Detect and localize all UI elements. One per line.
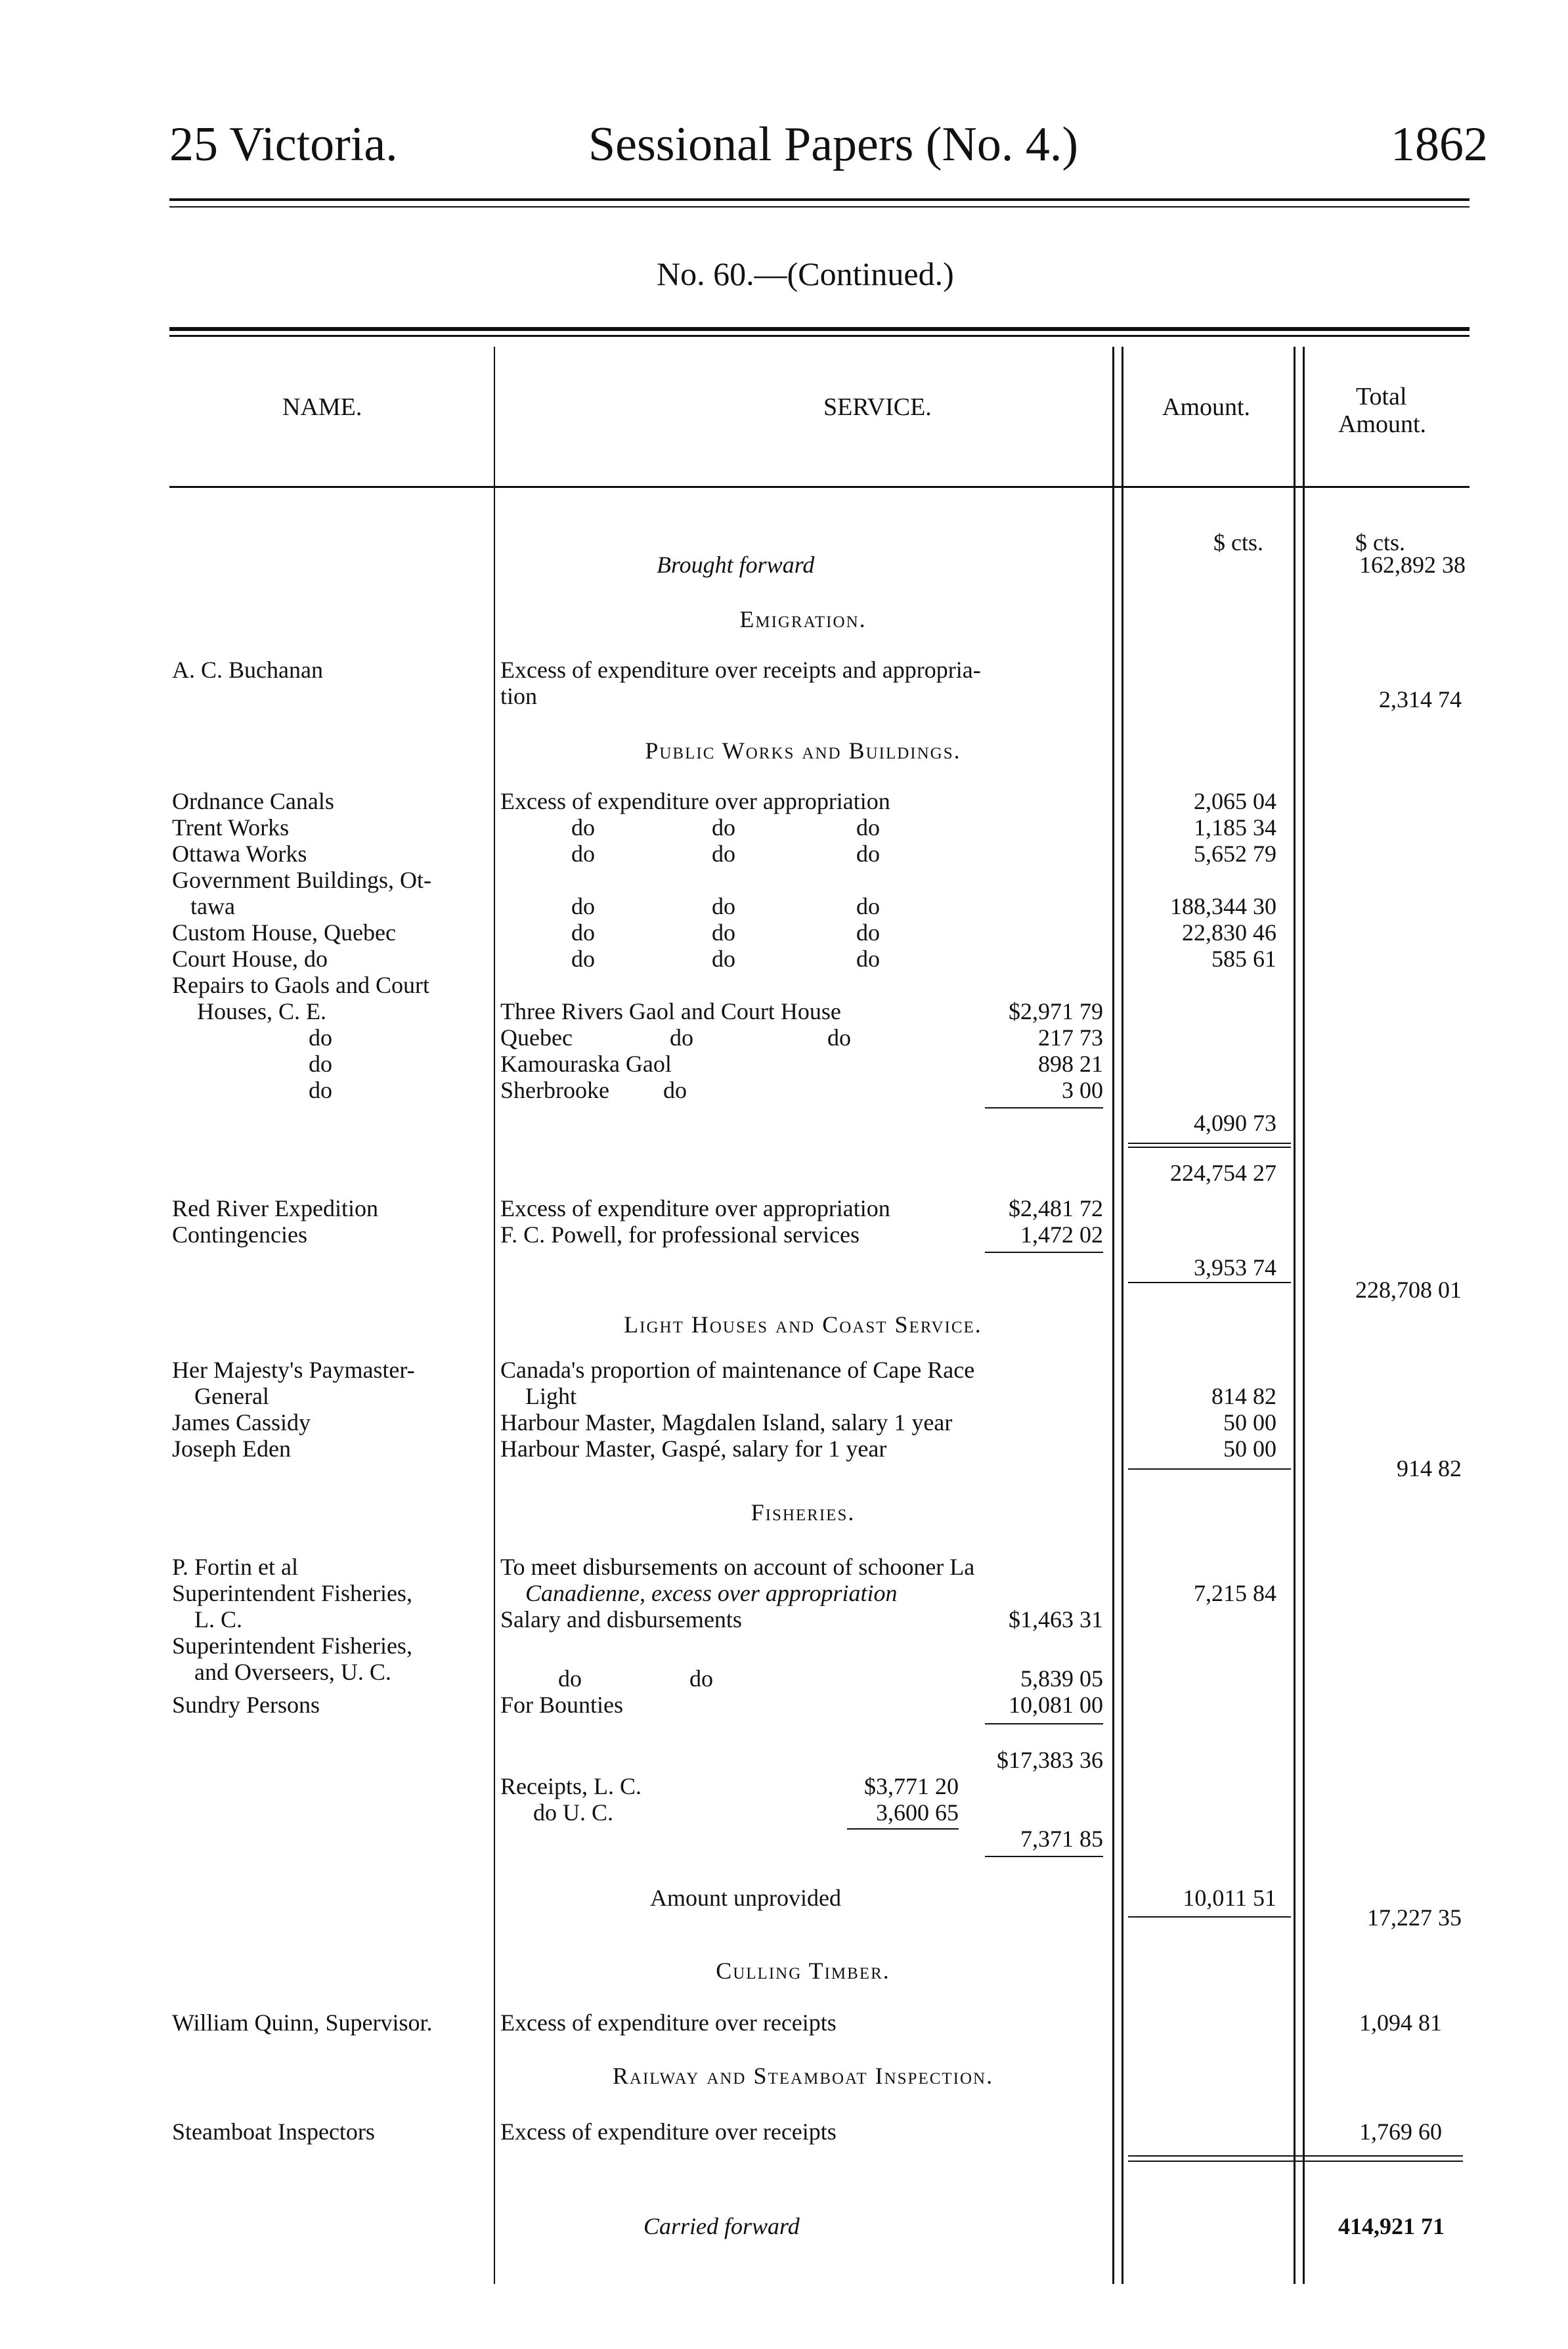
pw-name-trent: Trent Works <box>172 814 290 841</box>
lh-service-1b: Light <box>525 1383 577 1409</box>
pw-ditto-gov-2: do <box>712 893 735 919</box>
gaol-sub-sherbrooke: 3 00 <box>1062 1077 1103 1103</box>
fish-total: 17,227 35 <box>1367 1904 1462 1931</box>
lh-name-1a: Her Majesty's Paymaster- <box>172 1357 415 1383</box>
gaol-name-ditto-1: do <box>309 1024 332 1051</box>
gaols-total: 4,090 73 <box>1194 1110 1276 1136</box>
fish-service-1b: Canadienne, excess over appropriation <box>525 1580 898 1606</box>
lh-sum-rule <box>1128 1468 1291 1470</box>
carried-forward-total: 414,921 71 <box>1338 2213 1445 2239</box>
fish-sub-3: 5,839 05 <box>1020 1665 1103 1692</box>
fish-unprovided-rule <box>1128 1916 1291 1918</box>
railway-total: 1,769 60 <box>1359 2118 1442 2145</box>
section-heading-fisheries: Fisheries. <box>751 1499 856 1526</box>
pw-ditto-court-2: do <box>712 946 735 972</box>
column-header-total-1: Total <box>1356 383 1407 410</box>
table-rule-top <box>169 327 1470 331</box>
gaol-sub-three-rivers: $2,971 79 <box>1009 998 1103 1024</box>
pw-ditto-custom-2: do <box>712 919 735 946</box>
culling-name: William Quinn, Supervisor. <box>172 2009 433 2036</box>
column-header-name: NAME. <box>282 393 362 421</box>
fish-sub-4: 10,081 00 <box>1009 1692 1103 1718</box>
rr-sub-2: 1,472 02 <box>1020 1221 1103 1248</box>
section-heading-railway: Railway and Steamboat Inspection. <box>612 2063 994 2089</box>
column-rule-service-1 <box>1112 347 1114 2284</box>
total-units: $ cts. <box>1355 529 1405 556</box>
rr-service-2: F. C. Powell, for professional services <box>500 1221 860 1248</box>
fish-service-3: do <box>558 1665 582 1692</box>
fish-sub-rule <box>985 1723 1103 1724</box>
fish-receipts-val-2: 3,600 65 <box>876 1799 959 1826</box>
fish-receipts-val-1: $3,771 20 <box>864 1773 959 1799</box>
fish-sub-2: $1,463 31 <box>1009 1606 1103 1633</box>
column-header-total-2: Amount. <box>1338 410 1427 438</box>
column-header-amount: Amount. <box>1162 393 1251 421</box>
carried-forward-label: Carried forward <box>643 2213 800 2239</box>
pw-service-custom-house: do <box>571 919 595 946</box>
section-heading-light-houses: Light Houses and Coast Service. <box>624 1311 982 1338</box>
pw-amount-ordnance: 2,065 04 <box>1194 788 1276 814</box>
fish-name-4: Sundry Persons <box>172 1692 320 1718</box>
header-right: 1862 <box>1391 118 1488 171</box>
rr-sum-rule <box>985 1252 1103 1253</box>
fish-receipts-rule <box>847 1828 959 1830</box>
lh-service-1a: Canada's proportion of maintenance of Cape Race <box>500 1357 975 1383</box>
section-heading-public-works: Public Works and Buildings. <box>645 737 961 764</box>
header-center: Sessional Papers (No. 4.) <box>588 118 1079 171</box>
lh-amount-3: 50 00 <box>1223 1436 1276 1462</box>
rr-service-1: Excess of expenditure over appropriation <box>500 1195 890 1221</box>
fish-name-2a: Superintendent Fisheries, <box>172 1580 412 1606</box>
gaols-sum-rule <box>985 1107 1103 1109</box>
pw-service-trent: do <box>571 814 595 841</box>
header-rule-top <box>169 198 1470 201</box>
lh-service-3: Harbour Master, Gaspé, salary for 1 year <box>500 1436 887 1462</box>
column-rule-amount-2 <box>1303 347 1305 2284</box>
fish-receipts-total: 7,371 85 <box>1020 1826 1103 1852</box>
rr-name-1: Red River Expedition <box>172 1195 378 1221</box>
pw-name-repairs-1: Repairs to Gaols and Court <box>172 972 429 998</box>
rr-sub-1: $2,481 72 <box>1009 1195 1103 1221</box>
emigration-name: A. C. Buchanan <box>172 657 323 683</box>
gaol-service-kamouraska: Kamouraska Gaol <box>500 1051 672 1077</box>
pw-section-total: 224,754 27 <box>1170 1160 1276 1186</box>
amount-units: $ cts. <box>1213 529 1263 556</box>
rr-amount-rule <box>1128 1282 1291 1283</box>
pw-amount-gov: 188,344 30 <box>1170 893 1276 919</box>
pw-ditto-ottawa-3: do <box>856 841 880 867</box>
table-rule-top-2 <box>169 335 1470 337</box>
pw-name-gov-2: tawa <box>190 893 235 919</box>
section-heading-emigration: Emigration. <box>739 606 867 632</box>
lh-name-2: James Cassidy <box>172 1409 311 1436</box>
pw-amount-custom-house: 22,830 46 <box>1182 919 1276 946</box>
pw-ditto-court-3: do <box>856 946 880 972</box>
fish-unprovided-amount: 10,011 51 <box>1183 1885 1276 1911</box>
lh-name-3: Joseph Eden <box>172 1436 291 1462</box>
pw-name-custom-house: Custom House, Quebec <box>172 919 396 946</box>
pw-name-repairs-2: Houses, C. E. <box>197 998 326 1024</box>
rr-amount: 3,953 74 <box>1194 1254 1276 1281</box>
pw-sum-rule-1 <box>1128 1143 1291 1144</box>
lh-amount-2: 50 00 <box>1223 1409 1276 1436</box>
fish-service-1a: To meet disbursements on account of schooner La <box>500 1554 975 1580</box>
pw-service-court-house: do <box>571 946 595 972</box>
gaol-ditto-sherbrooke: do <box>663 1077 687 1103</box>
pw-service-ottawa-works: do <box>571 841 595 867</box>
pw-amount-trent: 1,185 34 <box>1194 814 1276 841</box>
fish-name-1: P. Fortin et al <box>172 1554 299 1580</box>
fish-service-2: Salary and disbursements <box>500 1606 742 1633</box>
doc-title: No. 60.—(Continued.) <box>657 255 954 292</box>
culling-service: Excess of expenditure over receipts <box>500 2009 837 2036</box>
pw-ditto-gov-3: do <box>856 893 880 919</box>
column-header-rule <box>169 486 1470 488</box>
railway-service: Excess of expenditure over receipts <box>500 2118 837 2145</box>
column-header-service: SERVICE. <box>823 393 932 421</box>
emigration-service-2: tion <box>500 683 538 709</box>
emigration-total: 2,314 74 <box>1379 686 1462 713</box>
pw-name-gov-1: Government Buildings, Ot- <box>172 867 431 893</box>
pw-name-ordnance: Ordnance Canals <box>172 788 334 814</box>
brought-forward-label: Brought forward <box>657 552 815 578</box>
pw-ditto-custom-3: do <box>856 919 880 946</box>
gaol-name-ditto-3: do <box>309 1077 332 1103</box>
culling-total: 1,094 81 <box>1359 2009 1442 2036</box>
rr-total: 228,708 01 <box>1355 1277 1462 1303</box>
fish-subtotal: $17,383 36 <box>997 1747 1103 1773</box>
pw-amount-ottawa-works: 5,652 79 <box>1194 841 1276 867</box>
gaol-name-ditto-2: do <box>309 1051 332 1077</box>
brought-forward-total: 162,892 38 <box>1359 552 1466 578</box>
fish-receipts-label-1: Receipts, L. C. <box>500 1773 642 1799</box>
pw-service-ordnance: Excess of expenditure over appropriation <box>500 788 890 814</box>
fish-ditto-3b: do <box>689 1665 713 1692</box>
section-heading-culling: Culling Timber. <box>716 1958 890 1984</box>
column-rule-amount-1 <box>1294 347 1296 2284</box>
railway-name: Steamboat Inspectors <box>172 2118 375 2145</box>
fish-receipts-label-2: do U. C. <box>533 1799 614 1826</box>
gaol-ditto-quebec-3: do <box>827 1024 851 1051</box>
lh-service-2: Harbour Master, Magdalen Island, salary 1 year <box>500 1409 953 1436</box>
pw-sum-rule-2 <box>1128 1147 1291 1148</box>
gaol-sub-quebec: 217 73 <box>1038 1024 1103 1051</box>
emigration-service-1: Excess of expenditure over receipts and appropria- <box>500 657 981 683</box>
header-rule-bottom <box>169 206 1470 208</box>
lh-total: 914 82 <box>1397 1455 1462 1482</box>
fish-service-4: For Bounties <box>500 1692 624 1718</box>
header-left: 25 Victoria. <box>169 118 398 171</box>
pw-ditto-ottawa-2: do <box>712 841 735 867</box>
fish-name-3b: and Overseers, U. C. <box>194 1659 391 1685</box>
column-rule-service-2 <box>1122 347 1123 2284</box>
fish-name-2b: L. C. <box>194 1606 243 1633</box>
fish-amount-1: 7,215 84 <box>1194 1580 1276 1606</box>
gaol-service-sherbrooke: Sherbrooke <box>500 1077 609 1103</box>
carried-rule-1 <box>1128 2155 1463 2157</box>
lh-name-1b: General <box>194 1383 269 1409</box>
gaol-ditto-quebec-2: do <box>670 1024 693 1051</box>
pw-name-court-house: Court House, do <box>172 946 328 972</box>
fish-receipts-total-rule <box>985 1856 1103 1857</box>
pw-ditto-trent-3: do <box>856 814 880 841</box>
gaol-service-three-rivers: Three Rivers Gaol and Court House <box>500 998 841 1024</box>
fish-name-3a: Superintendent Fisheries, <box>172 1633 412 1659</box>
rr-name-2: Contingencies <box>172 1221 307 1248</box>
pw-name-ottawa-works: Ottawa Works <box>172 841 307 867</box>
gaol-service-quebec: Quebec <box>500 1024 573 1051</box>
pw-amount-court-house: 585 61 <box>1211 946 1276 972</box>
fish-unprovided-label: Amount unprovided <box>650 1885 841 1911</box>
pw-service-gov: do <box>571 893 595 919</box>
carried-rule-2 <box>1128 2161 1463 2162</box>
gaol-sub-kamouraska: 898 21 <box>1038 1051 1103 1077</box>
pw-ditto-trent-2: do <box>712 814 735 841</box>
lh-amount-1: 814 82 <box>1211 1383 1276 1409</box>
